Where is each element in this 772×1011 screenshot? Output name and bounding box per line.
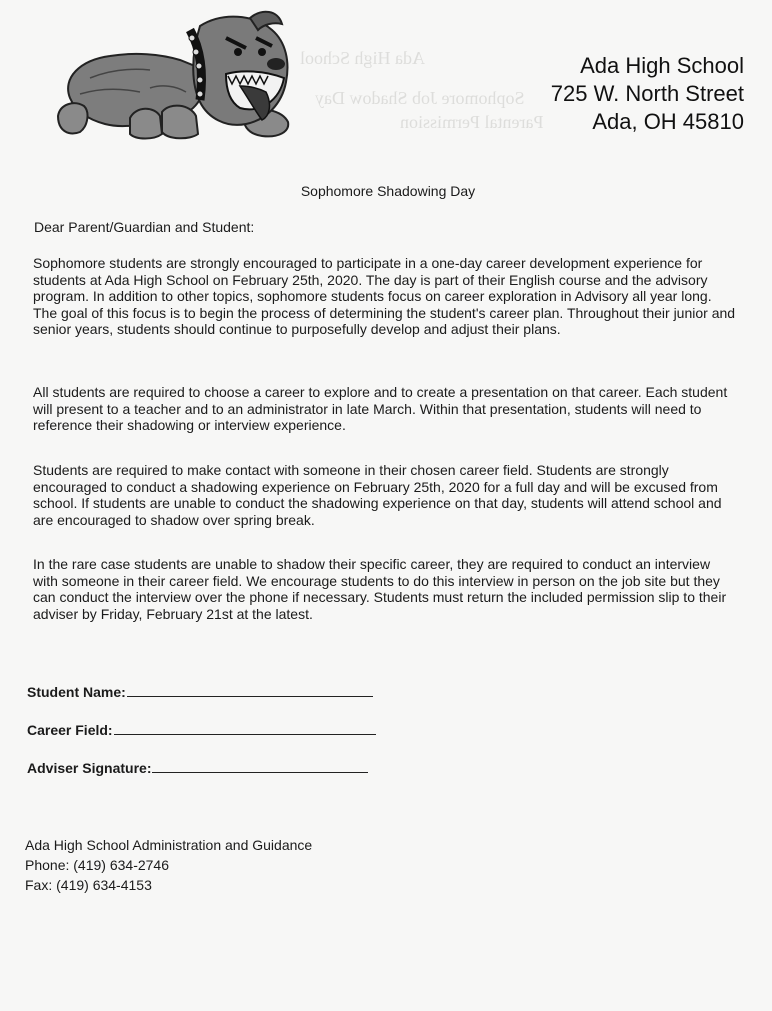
contact-fax: Fax: (419) 634-4153 [25,877,152,893]
document-title: Sophomore Shadowing Day [300,183,476,199]
bleed-through-text: Parental Permission [400,112,544,132]
paragraph-interview: In the rare case students are unable to shadow their specific career, they are required to conduct an interview with someone in their career field. We encourage students to do this interview in person on the job site but they can conduct the interview over the phone if necessary. Students must return the included permission slip to their adviser by Friday, February 21st at the latest. [33,556,727,622]
school-name: Ada High School [580,53,744,78]
contact-block [25,835,312,895]
salutation: Dear Parent/Guardian and Student: [34,219,255,235]
adviser-signature-line[interactable] [152,758,368,773]
student-name-field[interactable] [27,682,373,700]
paragraph-intro: Sophomore students are strongly encouraged to participate in a one-day career development experience for students at Ada High School on February 25th, 2020. The day is part of their English course and the advisory program. In addition to other topics, sophomore students focus on career exploration in Advisory all year long. The goal of this focus is to begin the process of determining the student's career plan. Throughout their junior and senior years, students should continue to purposefully develop and adjust their plans. [33,255,736,337]
school-street: 725 W. North Street [550,81,744,106]
contact-office: Ada High School Administration and Guidance [25,837,313,853]
adviser-signature-label: Adviser Signature: [27,760,152,776]
contact-phone: Phone: (419) 634-2746 [25,857,169,873]
paragraph-presentation: All students are required to choose a career to explore and to create a presentation on that career. Each student will present to a teacher and to an administrator in late March. Within that presentation, students will need to reference their shadowing or interview experience. [33,384,728,433]
school-address [551,52,744,136]
career-field-field[interactable] [27,720,376,738]
bleed-through-text: Ada High School [300,48,425,68]
bulldog-mascot-icon [50,8,300,140]
student-name-label: Student Name: [27,684,126,700]
bleed-through-text: Sophomore Job Shadow Day [315,88,525,108]
career-field-line[interactable] [114,720,376,735]
student-name-line[interactable] [127,682,373,697]
school-city: Ada, OH 45810 [592,109,744,134]
paragraph-shadowing: Students are required to make contact with someone in their chosen career field. Students are strongly encouraged to conduct a shadowing experience on February 25th, 2020 for a full day and will be excused from school. If students are unable to conduct the shadowing experience on that day, students will attend school and are encouraged to shadow over spring break. [33,462,722,528]
adviser-signature-field[interactable] [27,758,368,776]
career-field-label: Career Field: [27,722,113,738]
